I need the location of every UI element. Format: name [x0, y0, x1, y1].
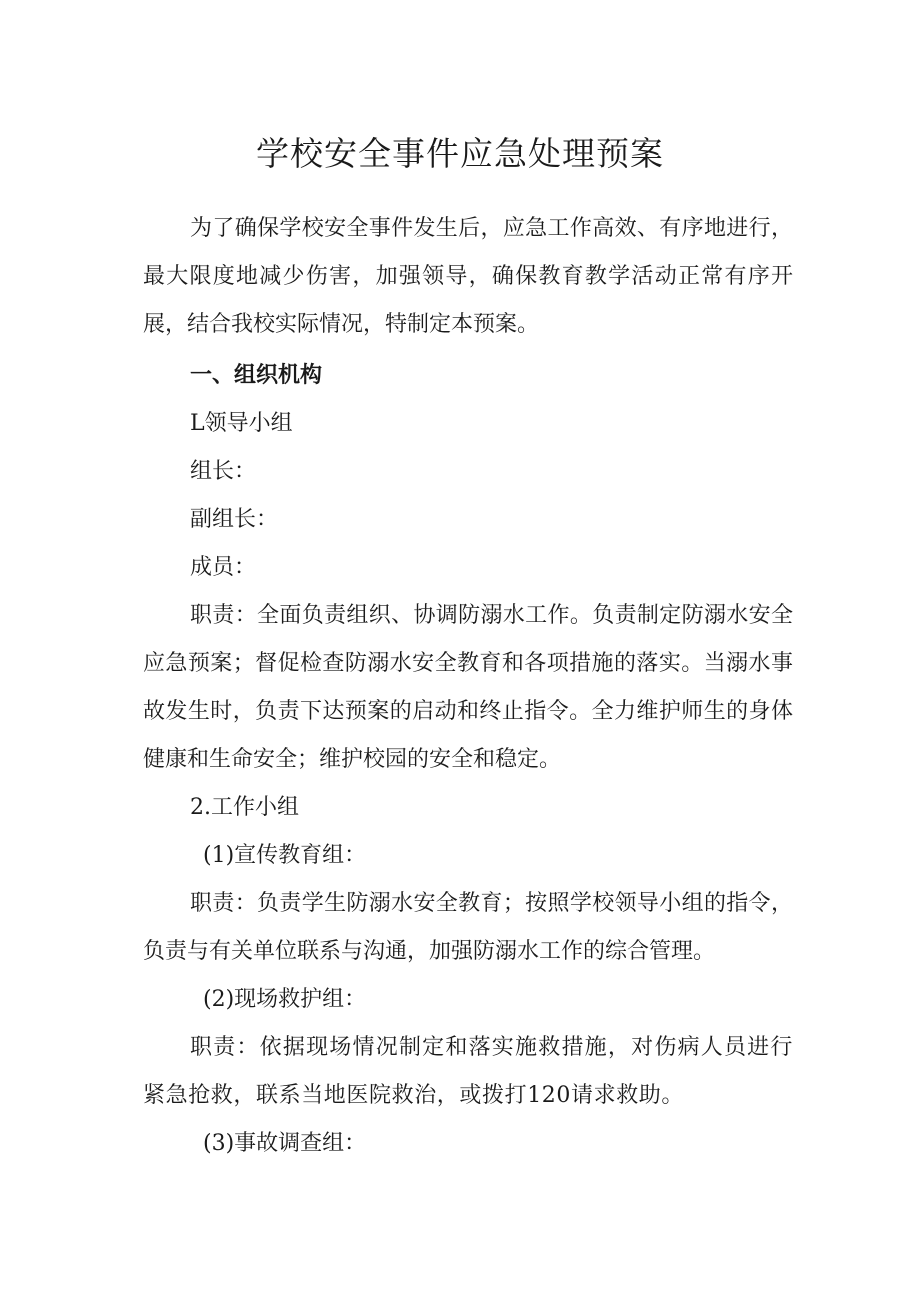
rescue-group-label: (2)现场救护组： — [203, 987, 367, 1012]
rescue-group-duties: 职责：依据现场情况制定和落实施救措施，对伤病人员进行紧急抢救，联系当地医院救治，或拨打120请求救助。 — [143, 1035, 793, 1108]
intro-paragraph: 为了确保学校安全事件发生后，应急工作高效、有序地进行，最大限度地减少伤害，加强领导，确保教育教学活动正常有序开展，结合我校实际情况，特制定本预案。 — [143, 216, 793, 337]
leadership-group-label: L领导小组 — [190, 411, 293, 436]
investigation-group-label: (3)事故调查组： — [203, 1131, 367, 1156]
leadership-duties-paragraph: 职责：全面负责组织、协调防溺水工作。负责制定防溺水安全应急预案；督促检查防溺水安全教育和各项措施的落实。当溺水事故发生时，负责下达预案的启动和终止指令。全力维护师生的身体健康和生命安全；维护校园的安全和稳定。 — [143, 603, 793, 772]
section-heading: 一、组织机构 — [190, 363, 323, 388]
publicity-group-label: (1)宣传教育组： — [203, 843, 367, 868]
deputy-leader-field: 副组长： — [190, 507, 279, 532]
section-organization — [143, 352, 793, 1168]
working-group-label: 2.工作小组 — [190, 795, 299, 820]
members-field: 成员： — [190, 555, 257, 580]
intro-block — [143, 205, 793, 349]
publicity-group-duties: 职责：负责学生防溺水安全教育；按照学校领导小组的指令，负责与有关单位联系与沟通，加强防溺水工作的综合管理。 — [143, 891, 793, 964]
document-title: 学校安全事件应急处理预案 — [256, 134, 664, 173]
leader-field: 组长： — [190, 459, 257, 484]
